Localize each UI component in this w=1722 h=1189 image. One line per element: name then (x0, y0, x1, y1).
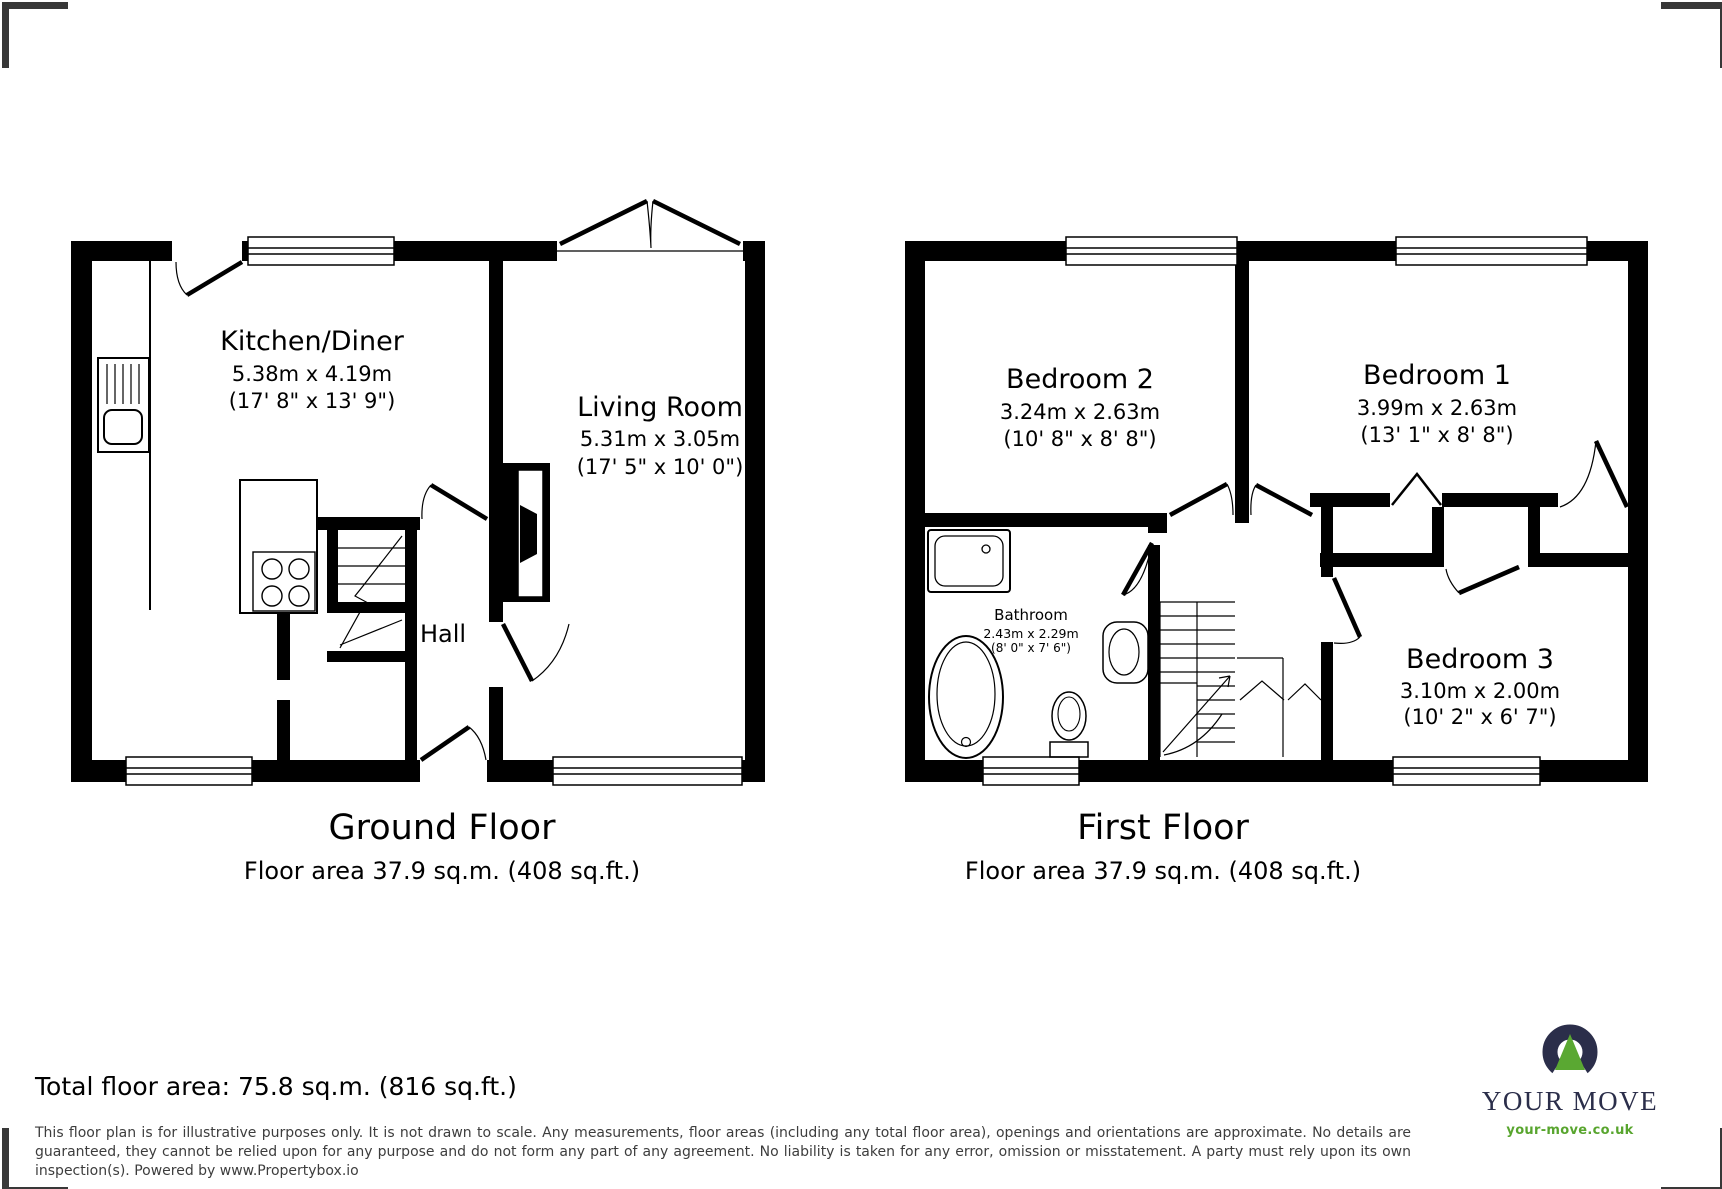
bathroom-door (1123, 543, 1152, 595)
ground-floor-details (98, 201, 743, 785)
bedroom3-metric: 3.10m x 2.00m (1399, 679, 1561, 703)
bedroom2-label: Bedroom 2 (1006, 364, 1154, 395)
hall-living-door (503, 624, 569, 681)
ground-floor-plan (71, 241, 765, 782)
bedroom3-imperial: (10' 2" x 6' 7") (1403, 705, 1557, 729)
kitchen-diner-metric: 5.38m x 4.19m (231, 362, 393, 386)
your-move-logo (1450, 1022, 1690, 1138)
logo-brand-text: YOUR MOVE (1481, 1086, 1659, 1116)
fireplace (520, 505, 537, 563)
bathroom-metric: 2.43m x 2.29m (983, 626, 1079, 641)
front-door (421, 727, 486, 760)
living-room-imperial: (17' 5" x 10' 0") (576, 455, 744, 479)
shower (928, 530, 1010, 592)
disclaimer-text: This floor plan is for illustrative purposes only. It is not drawn to scale. Any measurements, floor areas (including any total floor area), openings and orientations are approximate. No details are guaranteed, they cannot be relied upon for any purpose and do not form any part of any agreement. No liability is taken for any error, omission or misstatement. A party must rely upon its own inspection(s). Powered by www.Propertybox.io (35, 1125, 1411, 1179)
first-floor-stairs (1160, 602, 1321, 757)
toilet (1050, 692, 1088, 757)
bedroom3-door (1334, 567, 1519, 643)
kitchen-diner-label: Kitchen/Diner (220, 326, 404, 357)
ground-floor-title: Ground Floor (328, 808, 556, 848)
basin (1103, 622, 1148, 683)
bathroom-label: Bathroom (994, 606, 1068, 624)
hall-kitchen-door (422, 485, 487, 519)
bedroom1-metric: 3.99m x 2.63m (1356, 396, 1518, 420)
bathroom-imperial: (8' 0" x 7' 6") (991, 641, 1071, 655)
your-move-logo-icon (1535, 1022, 1605, 1082)
bedroom1-imperial: (13' 1" x 8' 8") (1360, 423, 1514, 447)
ground-floor-area: Floor area 37.9 sq.m. (408 sq.ft.) (243, 857, 641, 885)
kitchen-counter (98, 261, 317, 613)
bedroom1-label: Bedroom 1 (1363, 360, 1511, 391)
bedroom2-door (1170, 484, 1233, 515)
french-doors (557, 201, 743, 251)
total-floor-area: Total floor area: 75.8 sq.m. (816 sq.ft.) (35, 1072, 517, 1101)
ground-floor-windows (126, 237, 742, 785)
hall-label: Hall (420, 620, 467, 648)
bedroom2-metric: 3.24m x 2.63m (999, 400, 1161, 424)
logo-website-text: your-move.co.uk (1506, 1123, 1634, 1138)
first-floor-title: First Floor (1077, 808, 1249, 848)
bedroom2-imperial: (10' 8" x 8' 8") (1003, 427, 1157, 451)
kitchen-door (176, 262, 242, 295)
living-room-metric: 5.31m x 3.05m (579, 427, 741, 451)
living-room-label: Living Room (577, 392, 743, 423)
bedroom3-label: Bedroom 3 (1406, 644, 1554, 675)
kitchen-diner-imperial: (17' 8" x 13' 9") (228, 389, 396, 413)
bedroom1-door (1251, 485, 1312, 515)
ground-stairs (338, 536, 405, 648)
first-floor-area: Floor area 37.9 sq.m. (408 sq.ft.) (964, 857, 1362, 885)
